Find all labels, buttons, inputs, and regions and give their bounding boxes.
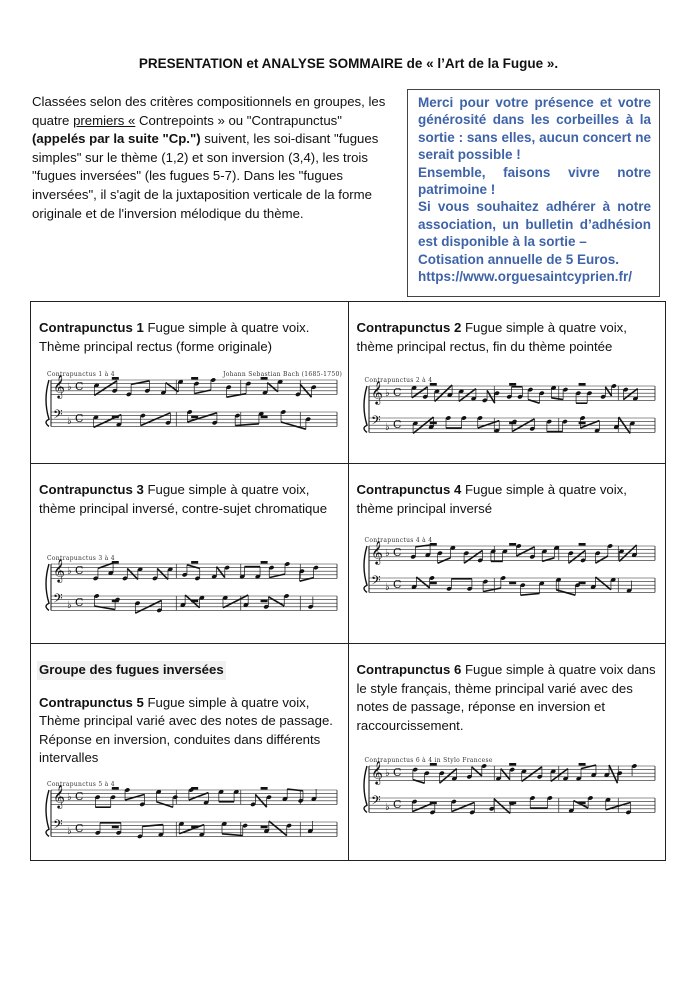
- bass-clef: 𝄢: [370, 413, 381, 431]
- brace: [46, 564, 49, 610]
- treble-clef: 𝄞: [370, 760, 383, 784]
- bass-clef: 𝄢: [370, 793, 381, 811]
- rest: [261, 561, 268, 564]
- time-signature: C: [392, 798, 401, 811]
- time-signature: C: [75, 380, 84, 393]
- note-beam: [235, 424, 259, 426]
- flat-sign: ♭: [67, 382, 72, 393]
- time-signature: C: [75, 822, 84, 835]
- rest: [578, 763, 585, 766]
- rest: [261, 600, 268, 603]
- note-beam: [439, 769, 456, 784]
- time-signature: C: [392, 578, 401, 591]
- rest: [191, 561, 198, 564]
- intro-underlined: premiers «: [73, 112, 136, 128]
- note-beam: [127, 568, 138, 579]
- rest: [191, 416, 198, 419]
- time-signature: C: [75, 564, 84, 577]
- note-beam: [416, 577, 429, 588]
- note-beam: [595, 577, 610, 590]
- brace: [364, 546, 367, 592]
- rest: [191, 377, 198, 380]
- bass-clef: 𝄢: [53, 407, 63, 425]
- rest: [429, 582, 436, 585]
- rest: [578, 582, 585, 585]
- notice-fee: Cotisation annuelle de 5 Euros.: [418, 251, 620, 267]
- flat-sign: ♭: [67, 416, 72, 427]
- time-signature: C: [392, 766, 401, 779]
- time-signature: C: [392, 418, 401, 431]
- contrapunctus-table: [30, 301, 666, 861]
- flat-sign: ♭: [384, 768, 390, 779]
- page-title: PRESENTATION et ANALYSE SOMMAIRE de « l’Art de la Fugue ».: [138, 56, 559, 71]
- note-beam: [269, 821, 287, 836]
- flat-sign: ♭: [67, 792, 72, 803]
- treble-clef: 𝄞: [53, 374, 65, 398]
- rest: [509, 543, 516, 546]
- note-beam: [451, 802, 474, 811]
- flat-sign: ♭: [384, 388, 390, 399]
- flat-sign: ♭: [384, 802, 390, 813]
- notice-heritage: Ensemble, faisons vivre notre patrimoine !: [418, 164, 651, 198]
- cell-contrapunctus-1: Contrapunctus 1 Fugue simple à quatre voix. Thème principal rectus (forme originale) Contrapunctus 1 à 4 Johann Sebastian Bach (1685-1750) 𝄞 ♭ C 𝄢 ♭ C: [31, 302, 349, 464]
- bass-clef: 𝄢: [53, 817, 63, 835]
- note-beam: [516, 547, 534, 556]
- notice-thanks: Merci pour votre présence et votre générosité dans les corbeilles à la sortie : sans elles, aucun concert ne serait possible !: [418, 95, 651, 163]
- cell-contrapunctus-3: Contrapunctus 3 Fugue simple à quatre voix, thème principal inversé, contre-sujet chromatique Contrapunctus 3 à 4 𝄞 ♭ C 𝄢 ♭ C: [31, 464, 349, 644]
- flat-sign: ♭: [67, 600, 72, 611]
- note-beam: [551, 398, 563, 400]
- bass-clef: 𝄢: [370, 573, 381, 591]
- rest: [261, 787, 268, 790]
- rest: [578, 383, 585, 386]
- flat-sign: ♭: [384, 548, 390, 559]
- brace: [46, 790, 49, 836]
- score-excerpt-2: Contrapunctus 2 à 4 𝄞 ♭ C 𝄢 ♭ C: [361, 378, 657, 446]
- treble-clef: 𝄞: [370, 380, 383, 404]
- treble-clef: 𝄞: [53, 558, 65, 582]
- intro-bold: (appelés par la suite "Cp."): [32, 131, 201, 147]
- score-excerpt-1: Contrapunctus 1 à 4 Johann Sebastian Bach (1685-1750) 𝄞 ♭ C 𝄢 ♭ C: [43, 372, 339, 440]
- note-beam: [157, 568, 168, 579]
- time-signature: C: [75, 412, 84, 425]
- cell-contrapunctus-4: Contrapunctus 4 Fugue simple à quatre voix, thème principal inversé Contrapunctus 4 à 4 𝄞 ♭ C 𝄢 ♭ C: [348, 464, 666, 644]
- note-beam: [542, 558, 554, 562]
- brace: [364, 766, 367, 812]
- note-beam: [216, 567, 224, 578]
- treble-clef: 𝄞: [53, 784, 65, 808]
- note-beam: [500, 769, 509, 780]
- score-excerpt-5: Contrapunctus 5 à 4 𝄞 ♭ C 𝄢 ♭ C: [43, 782, 339, 848]
- rest: [509, 763, 516, 766]
- notice-membership: Si vous souhaitez adhérer à notre association, un bulletin d’adhésion est disponible à la sortie –: [418, 199, 651, 250]
- notice-box: [407, 89, 660, 297]
- rest: [578, 543, 585, 546]
- note-beam: [412, 802, 435, 811]
- note-beam: [222, 834, 243, 836]
- flat-sign: ♭: [384, 582, 390, 593]
- brace: [46, 380, 49, 426]
- intro-paragraph: Classées selon des critères compositionnels en groupes, les quatre premiers « Contrepoints » ou "Contrapunctus" (appelés par la suite "Cp.") suivent, les soi-disant "fugues simples" sur le thème (1,2) et son inversion (3,4), les trois "fugues inversées" (les fugues 5-7). Dans les "fugues inversées", il s'agit de la juxtaposition verticale de la forme originale et de l'inversion mélodique du thème.: [32, 94, 386, 221]
- flat-sign: ♭: [67, 826, 72, 837]
- note-beam: [268, 597, 284, 606]
- group-label: Groupe des fugues inversées: [37, 661, 226, 680]
- note-beam: [287, 789, 303, 791]
- flat-sign: ♭: [384, 422, 390, 433]
- note-beam: [494, 799, 510, 814]
- treble-clef: 𝄞: [370, 540, 383, 564]
- note-beam: [605, 387, 611, 396]
- score-excerpt-3: Contrapunctus 3 à 4 𝄞 ♭ C 𝄢 ♭ C: [43, 556, 339, 622]
- flat-sign: ♭: [67, 566, 72, 577]
- brace: [364, 386, 367, 432]
- cell-contrapunctus-6: Contrapunctus 6 Fugue simple à quatre voix dans le style français, thème principal varié avec des notes de passage, réponse en inversion et raccourcissement. Contrapunctus 6 à 4 in Stylo Francese 𝄞 ♭ C 𝄢 ♭ C: [348, 644, 666, 861]
- note-beam: [142, 825, 163, 827]
- bass-clef: 𝄢: [53, 591, 63, 609]
- notice-url[interactable]: https://www.orguesaintcyprien.fr/: [418, 269, 633, 285]
- time-signature: C: [392, 546, 401, 559]
- rest: [509, 582, 516, 585]
- score-excerpt-4: Contrapunctus 4 à 4 𝄞 ♭ C 𝄢 ♭ C: [361, 538, 657, 604]
- score-excerpt-6: Contrapunctus 6 à 4 in Stylo Francese 𝄞 ♭ C 𝄢 ♭ C: [361, 758, 657, 824]
- rest: [261, 416, 268, 419]
- rest: [261, 826, 268, 829]
- note-beam: [520, 593, 539, 595]
- note-beam: [521, 767, 541, 782]
- time-signature: C: [75, 596, 84, 609]
- rest: [578, 422, 585, 425]
- rest: [112, 826, 119, 829]
- rest: [509, 383, 516, 386]
- time-signature: C: [392, 386, 401, 399]
- cell-contrapunctus-5: Groupe des fugues inversées Contrapunctus 5 Fugue simple à quatre voix, Thème principal varié avec des notes de passage. Réponse en inversion, conduites dans différents intervalles Contrapunctus 5 à 4 𝄞 ♭ C 𝄢 ♭ C: [31, 644, 349, 861]
- cell-contrapunctus-2: Contrapunctus 2 Fugue simple à quatre voix, thème principal rectus, fin du thème pointée Contrapunctus 2 à 4 𝄞 ♭ C 𝄢 ♭ C: [348, 302, 666, 464]
- time-signature: C: [75, 790, 84, 803]
